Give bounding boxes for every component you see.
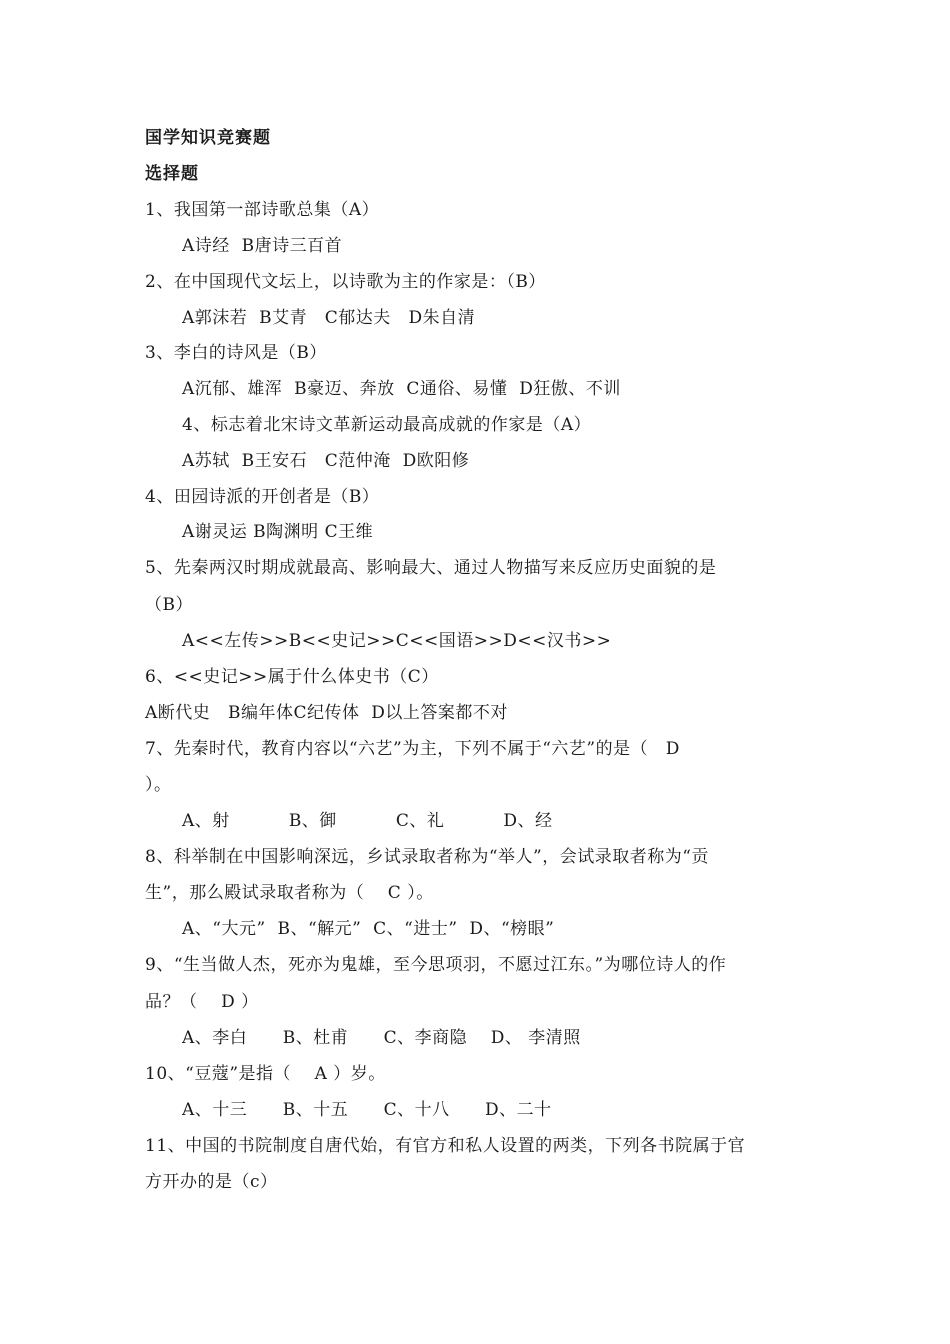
question-5-answer: （B） — [145, 595, 193, 615]
question-11-cont: 方开办的是（c） — [145, 1172, 278, 1192]
question-9: 9、“生当做人杰，死亦为鬼雄，至今思项羽，不愿过江东。”为哪位诗人的作 — [145, 955, 727, 975]
section-heading: 选择题 — [145, 164, 199, 184]
question-3-options: A沉郁、雄浑 B豪迈、奔放 C通俗、易懂 D狂傲、不训 — [182, 379, 621, 399]
question-5-options: A<<左传>>B<<史记>>C<<国语>>D<<汉书>> — [182, 631, 612, 651]
question-6-options: A断代史 B编年体C纪传体 D以上答案都不对 — [145, 703, 508, 723]
question-8: 8、科举制在中国影响深远，乡试录取者称为“举人”，会试录取者称为“贡 — [145, 847, 709, 867]
question-3: 3、李白的诗风是（B） — [145, 343, 327, 363]
question-8-cont: 生”，那么殿试录取者称为（ C ）。 — [145, 883, 434, 903]
question-2: 2、在中国现代文坛上，以诗歌为主的作家是：（B） — [145, 272, 546, 292]
question-7-cont: ）。 — [145, 775, 172, 795]
question-2-options: A郭沫若 B艾青 C郁达夫 D朱自清 — [182, 308, 476, 328]
question-5: 5、先秦两汉时期成就最高、影响最大、通过人物描写来反应历史面貌的是 — [145, 558, 717, 578]
question-6: 6、<<史记>>属于什么体史书（C） — [145, 667, 439, 687]
question-4a-options: A苏轼 B王安石 C范仲淹 D欧阳修 — [182, 451, 470, 471]
question-1-options: A诗经 B唐诗三百首 — [182, 236, 343, 256]
question-9-options: A、李白 B、杜甫 C、李商隐 D、 李清照 — [182, 1028, 581, 1048]
question-7: 7、先秦时代，教育内容以“六艺”为主，下列不属于“六艺”的是（ D — [145, 739, 680, 759]
question-9-cont: 品？（ D ） — [145, 992, 259, 1012]
question-8-options: A、“大元” B、“解元” C、“进士” D、“榜眼” — [182, 919, 555, 939]
question-11: 11、中国的书院制度自唐代始，有官方和私人设置的两类，下列各书院属于官 — [145, 1136, 746, 1156]
question-7-options: A、射 B、御 C、礼 D、经 — [182, 811, 553, 831]
question-4b-options: A谢灵运 B陶渊明 C王维 — [182, 522, 374, 542]
document-title: 国学知识竞赛题 — [145, 128, 271, 148]
question-10-options: A、十三 B、十五 C、十八 D、二十 — [182, 1100, 552, 1120]
question-4b: 4、田园诗派的开创者是（B） — [145, 487, 380, 507]
question-4a: 4、标志着北宋诗文革新运动最高成就的作家是（A） — [182, 415, 592, 435]
question-10: 10、“豆蔻”是指（ A ）岁。 — [145, 1064, 386, 1084]
question-1: 1、我国第一部诗歌总集（A） — [145, 200, 380, 220]
